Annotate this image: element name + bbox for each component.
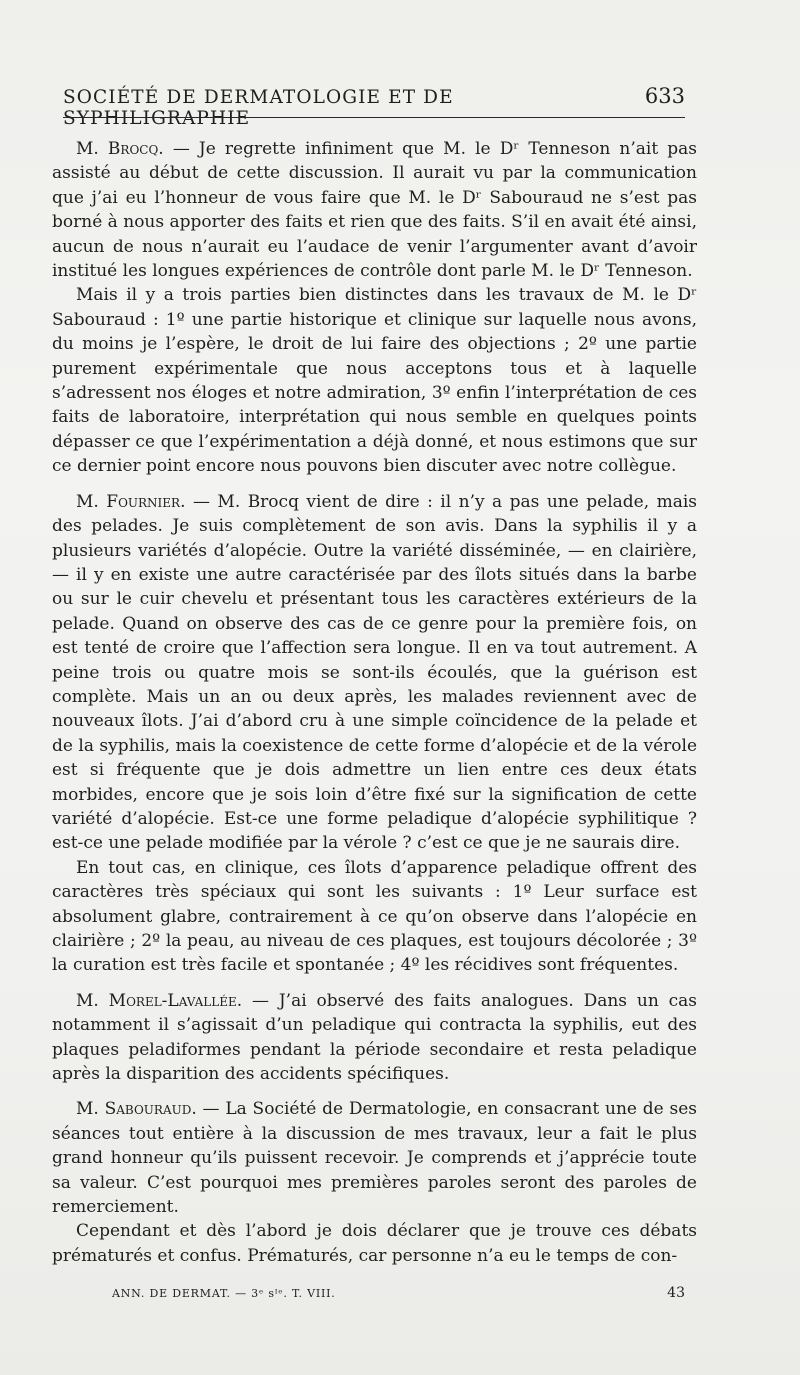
paragraph xyxy=(52,137,697,283)
paragraph-text: — Je regrette infiniment que M. le Dʳ Tenneson n’ait pas assisté au début de cette discussion. Il aurait vu par la communication que j’ai eu l’honneur de vous faire que M. le Dʳ Sabouraud ne s’est pas borné à nous apporter des faits et rien que des faits. S’il en avait été ainsi, aucun de nous n’aurait eu l’audace de venir l’argumenter avant d’avoir institué les longues expériences de contrôle dont parle M. le Dʳ Tenneson. xyxy=(52,139,697,282)
paragraph xyxy=(52,1097,697,1219)
paragraph-text: — J’ai observé des faits analogues. Dans un cas notamment il s’agissait d’un peladique qui contracta la syphilis, eut des plaques peladiformes pendant la période secondaire et resta peladique après la disparition des accidents spécifiques. xyxy=(52,990,697,1085)
paragraph-text: — La Société de Dermatologie, en consacrant une de ses séances tout entière à la discussion de mes travaux, leur a fait le plus grand honneur qu’ils puissent recevoir. Je comprends et j’apprécie toute sa valeur. C’est pourquoi mes premières paroles seront des paroles de remerciement. xyxy=(52,1099,697,1218)
speaker-name: M. Brocq. xyxy=(76,139,164,159)
paragraph-text: Cependant et dès l’abord je dois déclarer que je trouve ces débats prématurés et confus. Prématurés, car personne n’a eu le temps de con- xyxy=(52,1221,697,1266)
paragraph xyxy=(52,856,697,978)
page-footer xyxy=(112,1285,685,1301)
paragraph xyxy=(52,1219,697,1268)
speaker-name: M. Morel-Lavallée. xyxy=(76,990,243,1011)
running-title: SOCIÉTÉ DE DERMATOLOGIE ET DE SYPHILIGRAPHIE xyxy=(63,87,454,129)
speaker-name: M. Fournier. xyxy=(76,491,186,512)
paragraph-text: — M. Brocq vient de dire : il n’y a pas une pelade, mais des pelades. Je suis complètement de son avis. Dans la syphilis il y a plusieurs variétés d’alopécie. Outre la variété disséminée, — en clairière, — il y en existe une autre caractérisée par des îlots situés dans la barbe ou sur le cuir chevelu et présentant tous les caractères extérieurs de la pelade. Quand on observe des cas de ce genre pour la première fois, on est tenté de croire que l’affection sera longue. Il en va tout autrement. A peine trois ou quatre mois se sont-ils écoulés, que la guérison est complète. Mais un an ou deux après, les malades reviennent avec de nouveaux îlots. J’ai d’abord cru à une simple coïncidence de la pelade et de la syphilis, mais la coexistence de cette forme d’alopécie et de la vérole est si fréquente que je dois admettre un lien entre ces deux états morbides, encore que je sois loin d’être fixé sur la signification de cette variété d’alopécie. Est-ce une forme peladique d’alopécie syphilitique ? est-ce une pelade modifiée par la vérole ? c’est ce que je ne saurais dire. xyxy=(52,491,697,854)
paragraph xyxy=(52,490,697,856)
paragraph-text: Mais il y a trois parties bien distinctes dans les travaux de M. le Dʳ Sabouraud : 1º une partie historique et clinique sur laquelle nous avons, du moins je l’espère, le droit de lui faire des objections ; 2º une partie purement expérimentale que nous acceptons tous et à laquelle s’adressent nos éloges et notre admiration, 3º enfin l’interprétation de ces faits de laboratoire, interprétation qui nous semble en quelques points dépasser ce que l’expérimentation a déjà donné, et nous estimons que sur ce dernier point encore nous pouvons bien discuter avec notre collègue. xyxy=(52,285,697,477)
page-number: 633 xyxy=(644,84,685,108)
paragraph xyxy=(52,283,697,478)
body-text xyxy=(52,137,697,1268)
paragraph xyxy=(52,989,697,1087)
running-header xyxy=(63,84,685,129)
header-rule xyxy=(63,117,685,118)
paragraph-text: En tout cas, en clinique, ces îlots d’apparence peladique offrent des caractères très spéciaux qui sont les suivants : 1º Leur surface est absolument glabre, contrairement à ce qu’on observe dans l’alopécie en clairière ; 2º la peau, au niveau de ces plaques, est toujours décolorée ; 3º la curation est très facile et spontanée ; 4º les récidives sont fréquentes. xyxy=(52,857,697,976)
signature-mark: 43 xyxy=(667,1285,685,1301)
speaker-name: M. Sabouraud. xyxy=(76,1099,197,1120)
footer-citation: ANN. DE DERMAT. — 3ᵉ sᴵᵉ. T. VIII. xyxy=(112,1287,336,1300)
